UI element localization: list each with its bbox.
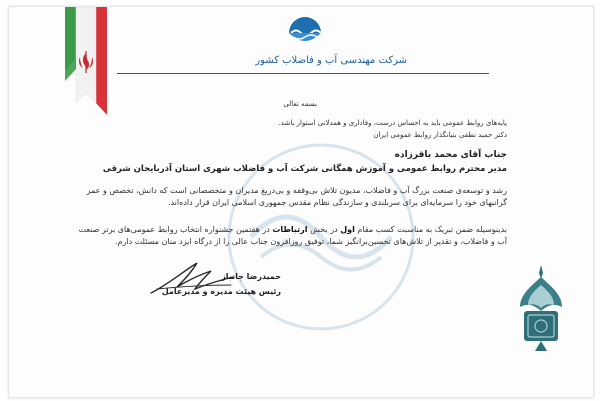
- rank-highlight: اول: [340, 225, 355, 234]
- body-text-part-b: در بخش: [310, 225, 338, 234]
- body-text-part-a: بدینوسیله ضمن تبریک به مناسبت کسب مقام: [357, 225, 507, 234]
- iran-flag-emblem: [65, 7, 107, 115]
- body-paragraph-2: [67, 224, 507, 248]
- opening-quote: پایه‌های روابط عمومی باید به احساس درست، وفاداری و همدلانی استوار باشد.: [278, 119, 507, 127]
- signer-name: حمیدرضا جانباز: [221, 272, 281, 281]
- water-company-logo: [277, 15, 333, 55]
- header-divider: [117, 73, 489, 74]
- section-highlight: ارتباطات: [272, 225, 308, 234]
- islamic-ornament-icon: [514, 265, 568, 351]
- invocation-text: بسمه تعالی: [283, 100, 317, 108]
- addressee-title: مدیر محترم روابط عمومی و آموزش همگانی شرکت آب و فاضلاب شهری استان آذربایجان شرقی: [102, 164, 507, 174]
- addressee-name: جناب آقای محمد باقرزاده: [394, 150, 507, 160]
- signer-title: رئیس هیئت مدیره و مدیرعامل: [161, 287, 281, 296]
- quote-attribution: دکتر حمید نطقی بنیانگذار روابط عمومی ایران: [373, 131, 507, 139]
- body-text-part-c: در هفتمین جشنواره انتخاب روابط عمومی‌های برتر صنعت آب و فاضلاب، و تقدیر از تلاش‌های تحسین‌برانگیز شما، توفیق روزافزون جناب عالی را از درگاه ایزد منان مسئلت دارم.: [78, 225, 507, 246]
- body-paragraph-1: رشد و توسعه‌ی صنعت بزرگ آب و فاضلاب، مدیون تلاش بی‌وقفه و بی‌دریغ مدیران و متخصصانی است که دانش، تخصص و عمر گرانبهای خود را سرمایه‌ای برای سربلندی و سازندگی نظام مقدس جمهوری اسلامی ایران قرار داده‌اند.: [86, 186, 507, 207]
- letter-page: [8, 6, 594, 398]
- company-name: شرکت مهندسی آب و فاضلاب کشور: [255, 55, 407, 66]
